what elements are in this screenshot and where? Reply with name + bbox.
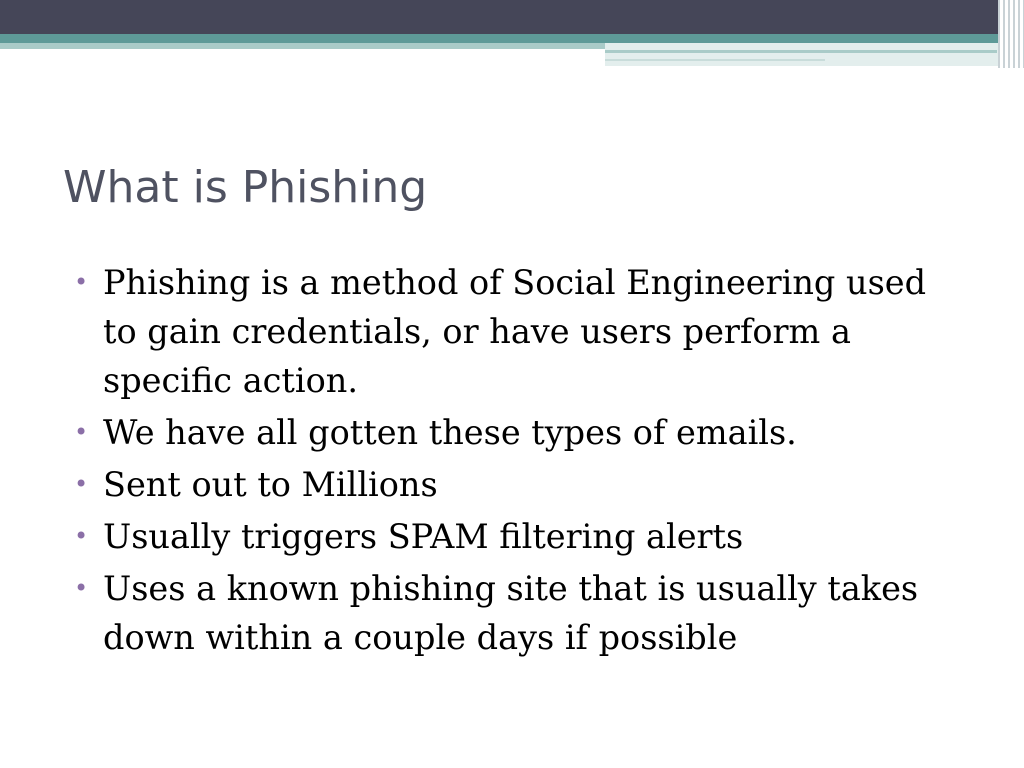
bullet-icon: •: [74, 574, 89, 602]
bullet-icon: •: [74, 522, 89, 550]
bullet-icon: •: [74, 470, 89, 498]
header-step-line: [605, 50, 997, 53]
bullet-text: Usually triggers SPAM filtering alerts: [103, 517, 744, 556]
header-light-band: [0, 43, 605, 49]
header-stripes: [998, 0, 1024, 68]
bullet-icon: •: [74, 268, 89, 296]
header-step-band: [605, 43, 1024, 66]
bullet-item: [70, 460, 970, 509]
header-step-line: [605, 59, 825, 61]
bullet-text: Uses a known phishing site that is usually takes down within a couple days if possible: [103, 569, 919, 657]
slide-title: What is Phishing: [63, 162, 428, 213]
bullet-text: Phishing is a method of Social Engineering used to gain credentials, or have users perform a specific action.: [103, 263, 927, 400]
header-teal-band: [0, 34, 1024, 43]
bullet-item: [70, 564, 970, 662]
bullet-text: Sent out to Millions: [103, 465, 438, 504]
bullet-item: [70, 408, 970, 457]
bullet-text: We have all gotten these types of emails.: [103, 413, 797, 452]
header-dark-band: [0, 0, 1024, 34]
bullet-icon: •: [74, 418, 89, 446]
bullet-list: [70, 258, 970, 665]
bullet-item: [70, 258, 970, 405]
bullet-item: [70, 512, 970, 561]
